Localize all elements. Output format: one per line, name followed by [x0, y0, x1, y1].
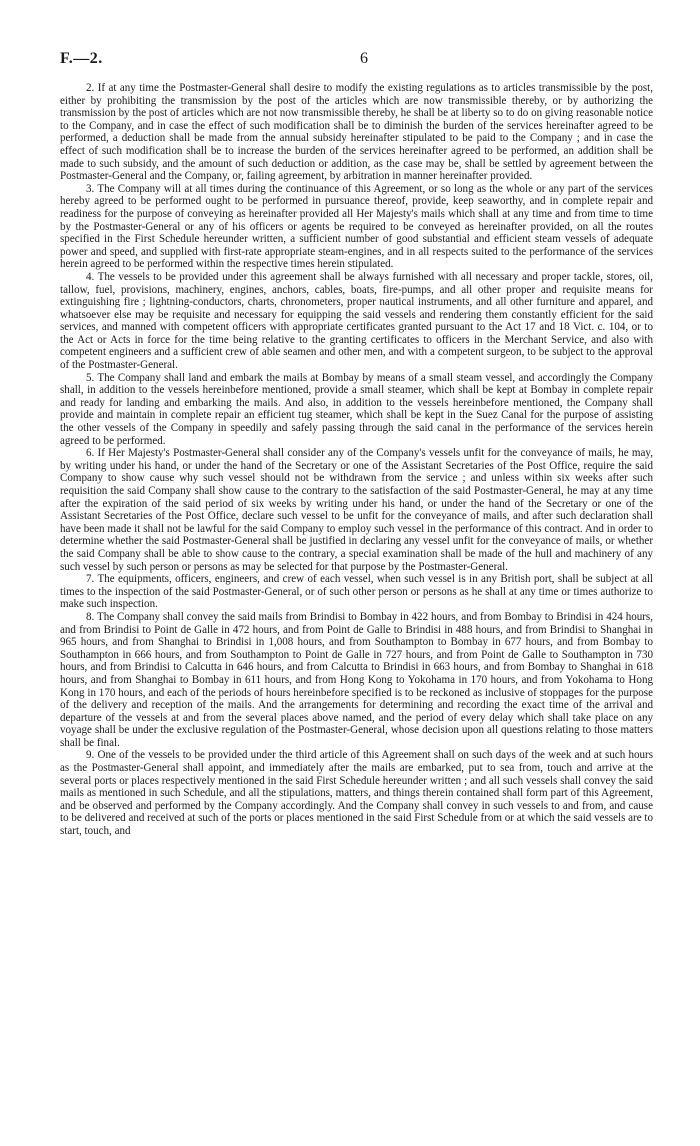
paragraph-2: 2. If at any time the Postmaster-General shall desire to modify the existing regulations as to articles transmissible by the post, either by prohibiting the transmission by the post of the articles which are now transmissible thereby, or by authorizing the transmission by the post of articles which are not now transmissible thereby, he shall be at liberty so to do on giving reasonable notice to the Company, and in case the effect of such modification shall be to diminish the burden of the services hereinafter agreed to be performed, a deduction shall be made from the annual subsidy hereinafter stipulated to be paid to the Company ; and in case the effect of such modification shall be to increase the burden of the services hereinafter agreed to be performed, an addition shall be made to such subsidy, and the amount of such deduction or addition, as the case may be, shall be settled by agreement between the Postmaster-General and the Company, or, failing agreement, by arbitration in manner hereinafter provided.: [60, 82, 653, 183]
page-header: [60, 50, 653, 76]
paragraph-7: 7. The equipments, officers, engineers, and crew of each vessel, when such vessel is in any British port, shall be subject at all times to the inspection of the said Postmaster-General, or of such other person or persons as he shall at any time or times authorize to make such inspection.: [60, 573, 653, 611]
page-number: 6: [360, 50, 368, 67]
paragraph-5: 5. The Company shall land and embark the mails at Bombay by means of a small steam vessel, and accordingly the Company shall, in addition to the vessels hereinbefore mentioned, provide a small steamer, which shall be kept at Bombay in complete repair and ready for landing and embarking the mails. And also, in addition to the vessels hereinbefore mentioned, the Company shall provide and maintain in complete repair an efficient tug steamer, which shall be kept in the Suez Canal for the purpose of assisting the other vessels of the Company in speedily and safely passing through the said canal in the performance of the services herein agreed to be performed.: [60, 371, 653, 447]
paragraph-3: 3. The Company will at all times during the continuance of this Agreement, or so long as the whole or any part of the services hereby agreed to be performed ought to be performed in pursuance thereof, provide, keep seaworthy, and in complete repair and readiness for the purpose of conveying as hereinafter provided all Her Majesty's mails which shall at any time and from time to time by the Postmaster-General or any of his officers or agents be required to be conveyed as hereinafter provided, on all the routes specified in the First Schedule hereunder written, a sufficient number of good substantial and efficient steam vessels of adequate power and speed, and supplied with first-rate appropriate steam-engines, and in all respects suited to the performance of the services herein agreed to be performed within the respective times herein stipulated.: [60, 182, 653, 271]
paragraph-8: 8. The Company shall convey the said mails from Brindisi to Bombay in 422 hours, and from Bombay to Brindisi in 424 hours, and from Brindisi to Point de Galle in 472 hours, and from Point de Galle to Brindisi in 488 hours, and from Brindisi to Shanghai in 965 hours, and from Shanghai to Brindisi in 1,008 hours, and from Southampton to Bombay in 677 hours, and from Bombay to Southampton in 666 hours, and from Southampton to Point de Galle in 727 hours, and from Point de Galle to Southampton in 730 hours, and from Brindisi to Calcutta in 646 hours, and from Calcutta to Brindisi in 663 hours, and from Bombay to Shanghai in 618 hours, and from Shanghai to Bombay in 611 hours, and from Hong Kong to Yokohama in 170 hours, and from Yokohama to Hong Kong in 170 hours, and each of the periods of hours hereinbefore specified is to be reckoned as inclusive of stoppages for the purpose of the delivery and reception of the mails. And the arrangements for determining and recording the exact time of the arrival and departure of the vessels at and from the several places above named, and the period of every delay which shall take place on any voyage shall be under the exclusive regulation of the Postmaster-General, whose decision upon all questions relating to those matters shall be final.: [60, 610, 653, 749]
paragraph-9: 9. One of the vessels to be provided under the third article of this Agreement shall on such days of the week and at such hours as the Postmaster-General shall appoint, and immediately after the mails are embarked, put to sea from, touch and arrive at the several ports or places respectively mentioned in the said First Schedule hereunder written ; and all such vessels shall convey the said mails as mentioned in such Schedule, and all the stipulations, matters, and things therein contained shall form part of this Agreement, and be observed and performed by the Company accordingly. And the Company shall convey in such vessels to and from, and cause to be delivered and received at such of the ports or places mentioned in the said First Schedule from or at which the said vessels are to start, touch, and: [60, 749, 653, 838]
document-body: [60, 82, 653, 838]
paragraph-4: 4. The vessels to be provided under this agreement shall be always furnished with all necessary and proper tackle, stores, oil, tallow, fuel, provisions, machinery, engines, anchors, cables, boats, fire-pumps, and all other proper and requisite means for extinguishing fire ; lightning-conductors, charts, chronometers, proper nautical instruments, and all other furniture and apparel, and whatsoever else may be requisite and necessary for equipping the said vessels and rendering them constantly efficient for the said services, and manned with competent officers with appropriate certificates granted pursuant to the Act 17 and 18 Vict. c. 104, or to the Act or Acts in force for the time being relative to the granting certificates to officers in the Merchant Service, and also with competent engineers and a sufficient crew of able seamen and other men, and with a competent surgeon, to be subject to the approval of the Postmaster-General.: [60, 270, 653, 372]
paragraph-6: 6. If Her Majesty's Postmaster-General shall consider any of the Company's vessels unfit for the conveyance of mails, he may, by writing under his hand, or under the hand of the Secretary or one of the Assistant Secretaries of the Post Office, require the said Company to show cause why such vessel should not be withdrawn from the service ; and unless within six weeks after such requisition the said Company shall show cause to the contrary to the satisfaction of the said Postmaster-General, he may at any time after the expiration of the said period of six weeks by writing under his hand, or under the hand of the Secretary or one of the Assistant Secretaries of the Post Office, declare such vessel to be unfit for the conveyance of mails, and after such declaration shall have been made it shall not be lawful for the said Company to employ such vessel in the performance of this contract. And in order to determine whether the said Postmaster-General shall be justified in declaring any vessel unfit for the conveyance of mails, or whether the said Company shall be able to show cause to the contrary, a special examination shall be made of the hull and machinery of any such vessel by such person or persons as may be selected for that purpose by the Postmaster-General.: [60, 447, 653, 573]
document-reference: F.—2.: [60, 50, 103, 67]
